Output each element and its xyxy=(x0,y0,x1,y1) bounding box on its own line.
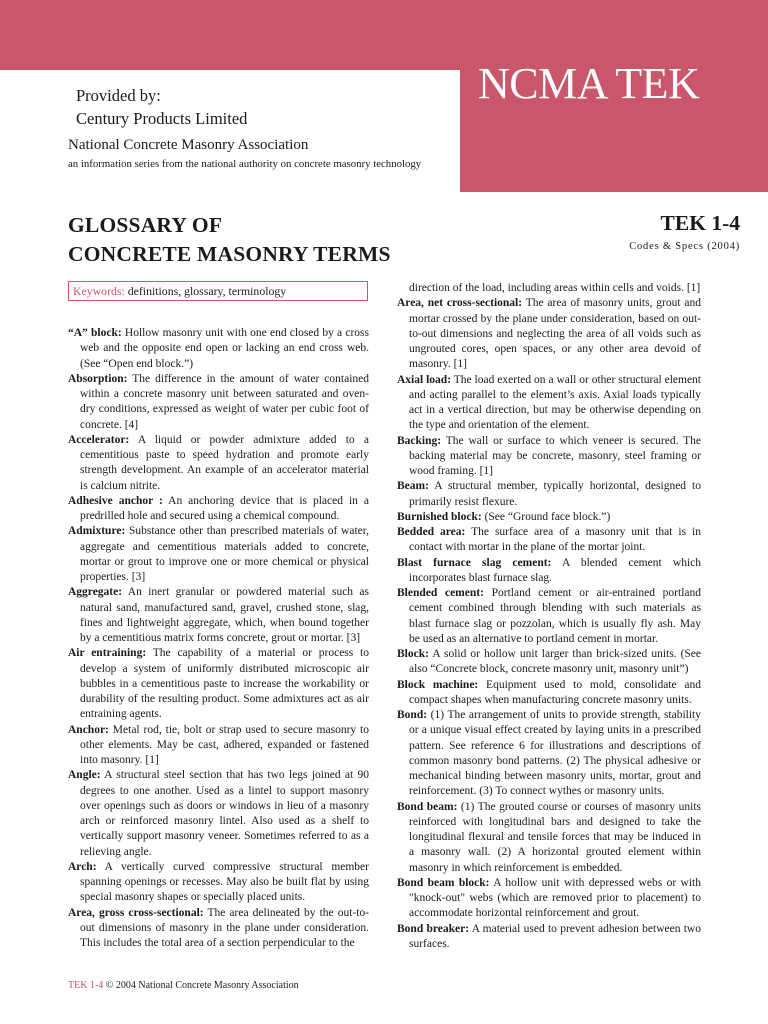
glossary-entry xyxy=(397,876,701,922)
association-name: National Concrete Masonry Association xyxy=(68,137,309,153)
entry-term: Bond beam: xyxy=(397,800,458,813)
page-footer xyxy=(68,980,299,991)
glossary-entry xyxy=(397,647,701,678)
keywords-box xyxy=(68,281,368,301)
entry-definition: A structural member, typically horizontal, designed to primarily resist flexure. xyxy=(409,480,701,508)
entry-definition: The wall or surface to which veneer is secured. The backing material may be concrete, masonry, steel framing or wood framing. [1] xyxy=(409,434,701,477)
entry-term: Blended cement: xyxy=(397,587,484,599)
entry-term: Burnished block: xyxy=(397,510,482,523)
entry-definition: (See “Ground face block.”) xyxy=(481,510,611,523)
glossary-entry xyxy=(68,860,369,906)
entry-definition: A liquid or powder admixture added to a cementitious paste to speed hydration and promote early strength development. An example of an accelerator material is calcium nitrite. xyxy=(80,433,369,492)
entry-definition: Portland cement or air-entrained portland cement combined through blending with such materials as blast furnace slag or pozzolan, which is usually fly ash. May be used as an alternative to portland cement in mortar. xyxy=(409,587,701,645)
glossary-left-column xyxy=(68,326,369,951)
category-label: Codes & Specs (2004) xyxy=(629,241,740,252)
entry-term: Accelerator: xyxy=(68,433,130,446)
entry-term: Aggregate: xyxy=(68,586,123,599)
glossary-entry xyxy=(397,296,701,372)
entry-definition: The area delineated by the out-to-out dimensions of masonry in the plane under consideration. This includes the total area of a section perpendicular to the xyxy=(80,906,369,949)
entry-term: Bond: xyxy=(397,709,428,721)
footer-copyright: © 2004 National Concrete Masonry Association xyxy=(103,980,299,991)
glossary-entry xyxy=(397,556,701,587)
glossary-entry xyxy=(397,525,701,556)
entry-definition: A material used to prevent adhesion between two surfaces. xyxy=(409,922,701,950)
glossary-entry xyxy=(68,585,369,646)
entry-term: Bedded area: xyxy=(397,526,466,538)
entry-definition: The difference in the amount of water contained within a concrete masonry unit between saturated and oven-dry conditions, expressed as weight of water per cubic foot of concrete. [4] xyxy=(80,372,369,431)
glossary-entry xyxy=(397,922,701,953)
entry-term: Angle: xyxy=(68,769,101,782)
entry-term: Area, gross cross-sectional: xyxy=(68,906,204,919)
entry-definition: The capability of a material or process to develop a system of uniformly distributed microscopic air bubbles in a cementitious paste to increase the workability or durability of the resulting product. Some admixtures act as air entraining agents. xyxy=(80,647,369,721)
glossary-entry xyxy=(397,510,701,525)
entry-term: Area, net cross-sectional: xyxy=(397,297,523,310)
glossary-right-column xyxy=(397,281,701,952)
keywords-label: Keywords: xyxy=(73,284,125,298)
entry-definition: Metal rod, tie, bolt or strap used to secure masonry to other elements. May be cast, adhered, expanded or fastened into masonry. [1] xyxy=(80,723,369,766)
entry-term: Air entraining: xyxy=(68,647,147,660)
glossary-entry xyxy=(68,524,369,585)
glossary-entry xyxy=(68,768,369,860)
entry-term: Bond breaker: xyxy=(397,922,470,935)
glossary-entry xyxy=(68,494,369,525)
entry-term: Block machine: xyxy=(397,678,479,691)
glossary-entry xyxy=(397,678,701,709)
glossary-entry xyxy=(68,723,369,769)
entry-definition: An anchoring device that is placed in a predrilled hole and secured using a chemical compound. xyxy=(80,494,369,522)
entry-definition: A hollow unit with depressed webs or with "knock-out" webs (which are removed prior to placement) to accommodate horizontal reinforcement and grout. xyxy=(409,876,701,920)
entry-definition: The surface area of a masonry unit that is in contact with mortar in the plane of the mortar joint. xyxy=(409,526,701,554)
entry-term: Admixture: xyxy=(68,525,126,538)
entry-definition: (1) The arrangement of units to provide strength, stability or a unique visual effect created by laying units in a prescribed pattern. See reference 6 for illustrations and descriptions of common masonry bond patterns. (2) The physical adhesive or mechanical binding between masonry units, mortar, grout and reinforcement. (3) To connect wythes or masonry units. xyxy=(409,709,701,798)
entry-definition: A solid or hollow unit larger than brick-sized units. (See also “Concrete block, concrete masonry unit, masonry unit”) xyxy=(409,648,701,676)
entry-term: Anchor: xyxy=(68,723,109,736)
glossary-entry xyxy=(397,434,701,480)
document-title xyxy=(68,211,391,269)
series-tagline: an information series from the national authority on concrete masonry technology xyxy=(68,158,422,170)
entry-definition: A structural steel section that has two legs joined at 90 degrees to one another. Used as a lintel to support masonry over openings such as doors or windows in lieu of a masonry arch or reinforced masonry lintel. Also used as a shelf to vertically support masonry veneer. Sometimes referred to as a relieving angle. xyxy=(80,769,369,858)
entry-term: Blast furnace slag cement: xyxy=(397,556,552,569)
glossary-entry xyxy=(68,646,369,722)
provider-company: Century Products Limited xyxy=(76,109,248,128)
entry-term: Axial load: xyxy=(397,373,452,386)
brand-title: NCMA TEK xyxy=(478,59,700,108)
entry-definition: (1) The grouted course or courses of masonry units reinforced with longitudinal bars and designed to take the longitudinal flexural and tensile forces that may be induced in a masonry wall. (2) A horizontal grouted element within masonry in which reinforcement is embedded. xyxy=(409,800,701,874)
entry-definition: A vertically curved compressive structural member spanning openings or recesses. May also be built flat by using special masonry shapes or specially placed units. xyxy=(80,860,369,904)
entry-definition: Equipment used to mold, consolidate and compact shapes when manufacturing concrete masonry units. xyxy=(409,678,701,706)
entry-term: Adhesive anchor : xyxy=(68,494,163,507)
glossary-entry xyxy=(397,479,701,510)
glossary-entry xyxy=(68,433,369,494)
glossary-entry xyxy=(397,373,701,434)
entry-term: Arch: xyxy=(68,860,97,873)
entry-term: Absorption: xyxy=(68,372,128,385)
entry-term: Bond beam block: xyxy=(397,876,490,889)
glossary-entry xyxy=(397,708,701,800)
glossary-entry xyxy=(68,326,369,372)
footer-tek-number: TEK 1-4 xyxy=(68,980,104,991)
entry-term: “A” block: xyxy=(68,327,122,339)
glossary-entry xyxy=(397,586,701,647)
glossary-entry xyxy=(68,906,369,952)
entry-definition: An inert granular or powdered material such as natural sand, manufactured sand, gravel, crushed stone, slag, fines and lightweight aggregate, which, when bound together by a cementitious matrix forms concrete, grout or mortar. [3] xyxy=(80,586,369,644)
tek-number: TEK 1-4 xyxy=(660,211,740,235)
title-line-2: CONCRETE MASONRY TERMS xyxy=(68,242,391,266)
glossary-entry-continuation: direction of the load, including areas within cells and voids. [1] xyxy=(409,282,701,294)
provider-block xyxy=(76,84,247,130)
entry-term: Beam: xyxy=(397,480,429,493)
title-line-1: GLOSSARY OF xyxy=(68,213,223,237)
entry-definition: The load exerted on a wall or other structural element and acting parallel to the element’s axis. Axial loads typically act in a vertical direction, but may be otherwise depending on the type and orientation of the element. xyxy=(409,373,701,432)
keywords-text: definitions, glossary, terminology xyxy=(124,284,287,298)
entry-definition: A blended cement which incorporates blast furnace slag. xyxy=(409,556,701,584)
glossary-entry xyxy=(68,372,369,433)
entry-term: Block: xyxy=(397,648,429,660)
provided-by-label: Provided by: xyxy=(76,86,161,105)
entry-definition: Hollow masonry unit with one end closed by a cross web and the opposite end open or lacking an end cross web. (See “Open end block.”) xyxy=(80,327,369,370)
entry-definition: The area of masonry units, grout and mortar crossed by the plane under consideration, based on out-to-out dimensions and neglecting the area of all voids such as ungrouted cores, open spaces, or any other area devoid of masonry. [1] xyxy=(409,297,701,371)
entry-term: Backing: xyxy=(397,434,442,447)
entry-definition: Substance other than prescribed materials of water, aggregate and cementitious materials added to concrete, mortar or grout to improve one or more chemical or physical properties. [3] xyxy=(80,525,369,583)
glossary-entry xyxy=(397,800,701,876)
